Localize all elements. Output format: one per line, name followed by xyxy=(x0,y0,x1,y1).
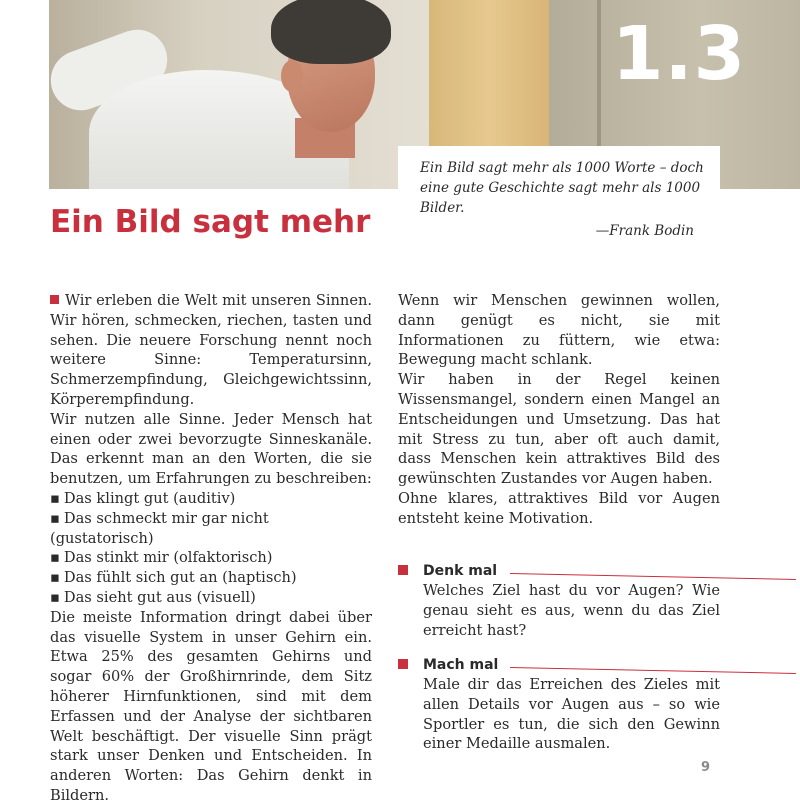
list-item: ▪ Das stinkt mir (olfaktorisch) xyxy=(50,548,372,568)
paragraph: Wenn wir Menschen gewinnen wollen, dann genügt es nicht, sie mit Informationen zu füttern, wie etwa: Bewegung macht schlank. xyxy=(398,292,720,369)
task-header xyxy=(398,655,738,675)
quote-text: Ein Bild sagt mehr als 1000 Worte – doch eine gute Geschichte sagt mehr als 1000 Bilder. xyxy=(420,160,704,216)
task-text: Welches Ziel hast du vor Augen? Wie genau sieht es aus, wenn du das Ziel erreicht hast? xyxy=(423,582,720,639)
list-item: ▪ Das sieht gut aus (visuell) xyxy=(50,588,372,608)
senses-list xyxy=(50,489,372,608)
task-rule xyxy=(510,667,796,674)
left-column xyxy=(50,291,372,806)
task-marker-icon xyxy=(398,659,408,669)
right-column xyxy=(398,291,720,529)
intro-text: Wir erleben die Welt mit unseren Sinnen. Wir hören, schmecken, riechen, tasten und sehen. Die neuere Forschung nennt noch weitere Sinne: Temperatursinn, Schmerzempfindung, Gleichgewichtssinn, Körperempfindung. xyxy=(50,292,372,408)
task-title: Denk mal xyxy=(423,563,498,579)
section-marker-icon xyxy=(50,295,59,304)
list-item: ▪ Das fühlt sich gut an (haptisch) xyxy=(50,568,372,588)
task-rule xyxy=(510,573,796,580)
paragraph: Die meiste Information dringt dabei über das visuelle System in unser Gehirn ein. Etwa 25% des gesamten Gehirns und sogar 60% der Großhirnrinde, dem Sitz höherer Hirnfunktionen, sind mit dem Erfassen und der Analyse der sichtbaren Welt beschäftigt. Der visuelle Sinn prägt stark unser Denken und Entscheiden. In anderen Worten: Das Gehirn denkt in Bildern. xyxy=(50,608,372,804)
chapter-number: 1.3 xyxy=(612,11,747,97)
task-text: Male dir das Erreichen des Zieles mit allen Details vor Augen aus – so wie Sportler es tun, die sich den Gewinn einer Medaille ausmalen. xyxy=(423,676,720,753)
task-title: Mach mal xyxy=(423,657,499,673)
quote-box xyxy=(398,146,720,242)
task-header xyxy=(398,561,738,581)
quote-author: —Frank Bodin xyxy=(595,223,694,239)
task-marker-icon xyxy=(398,565,408,575)
paragraph: Wir haben in der Regel keinen Wissensmangel, sondern einen Mangel an Entscheidungen und Umsetzung. Das hat mit Stress zu tun, aber oft auch damit, dass Menschen kein attraktives Bild des gewünschten Zustandes vor Augen haben. xyxy=(398,371,720,488)
photo-ear xyxy=(281,60,303,92)
paragraph: Ohne klares, attraktives Bild vor Augen entsteht keine Motivation. xyxy=(398,489,720,527)
page-number: 9 xyxy=(701,760,711,775)
intro-paragraph xyxy=(50,291,372,410)
paragraph: Wir nutzen alle Sinne. Jeder Mensch hat einen oder zwei bevorzugte Sinneskanäle. Das erkennt man an den Worten, die sie benutzen, um Erfahrungen zu beschreiben: xyxy=(50,410,372,488)
photo-hair xyxy=(271,0,391,64)
page-title: Ein Bild sagt mehr xyxy=(50,204,371,240)
list-item: ▪ Das schmeckt mir gar nicht (gustatorisch) xyxy=(50,509,372,549)
task-denk-mal xyxy=(398,561,738,640)
list-item: ▪ Das klingt gut (auditiv) xyxy=(50,489,372,509)
task-mach-mal xyxy=(398,655,738,754)
